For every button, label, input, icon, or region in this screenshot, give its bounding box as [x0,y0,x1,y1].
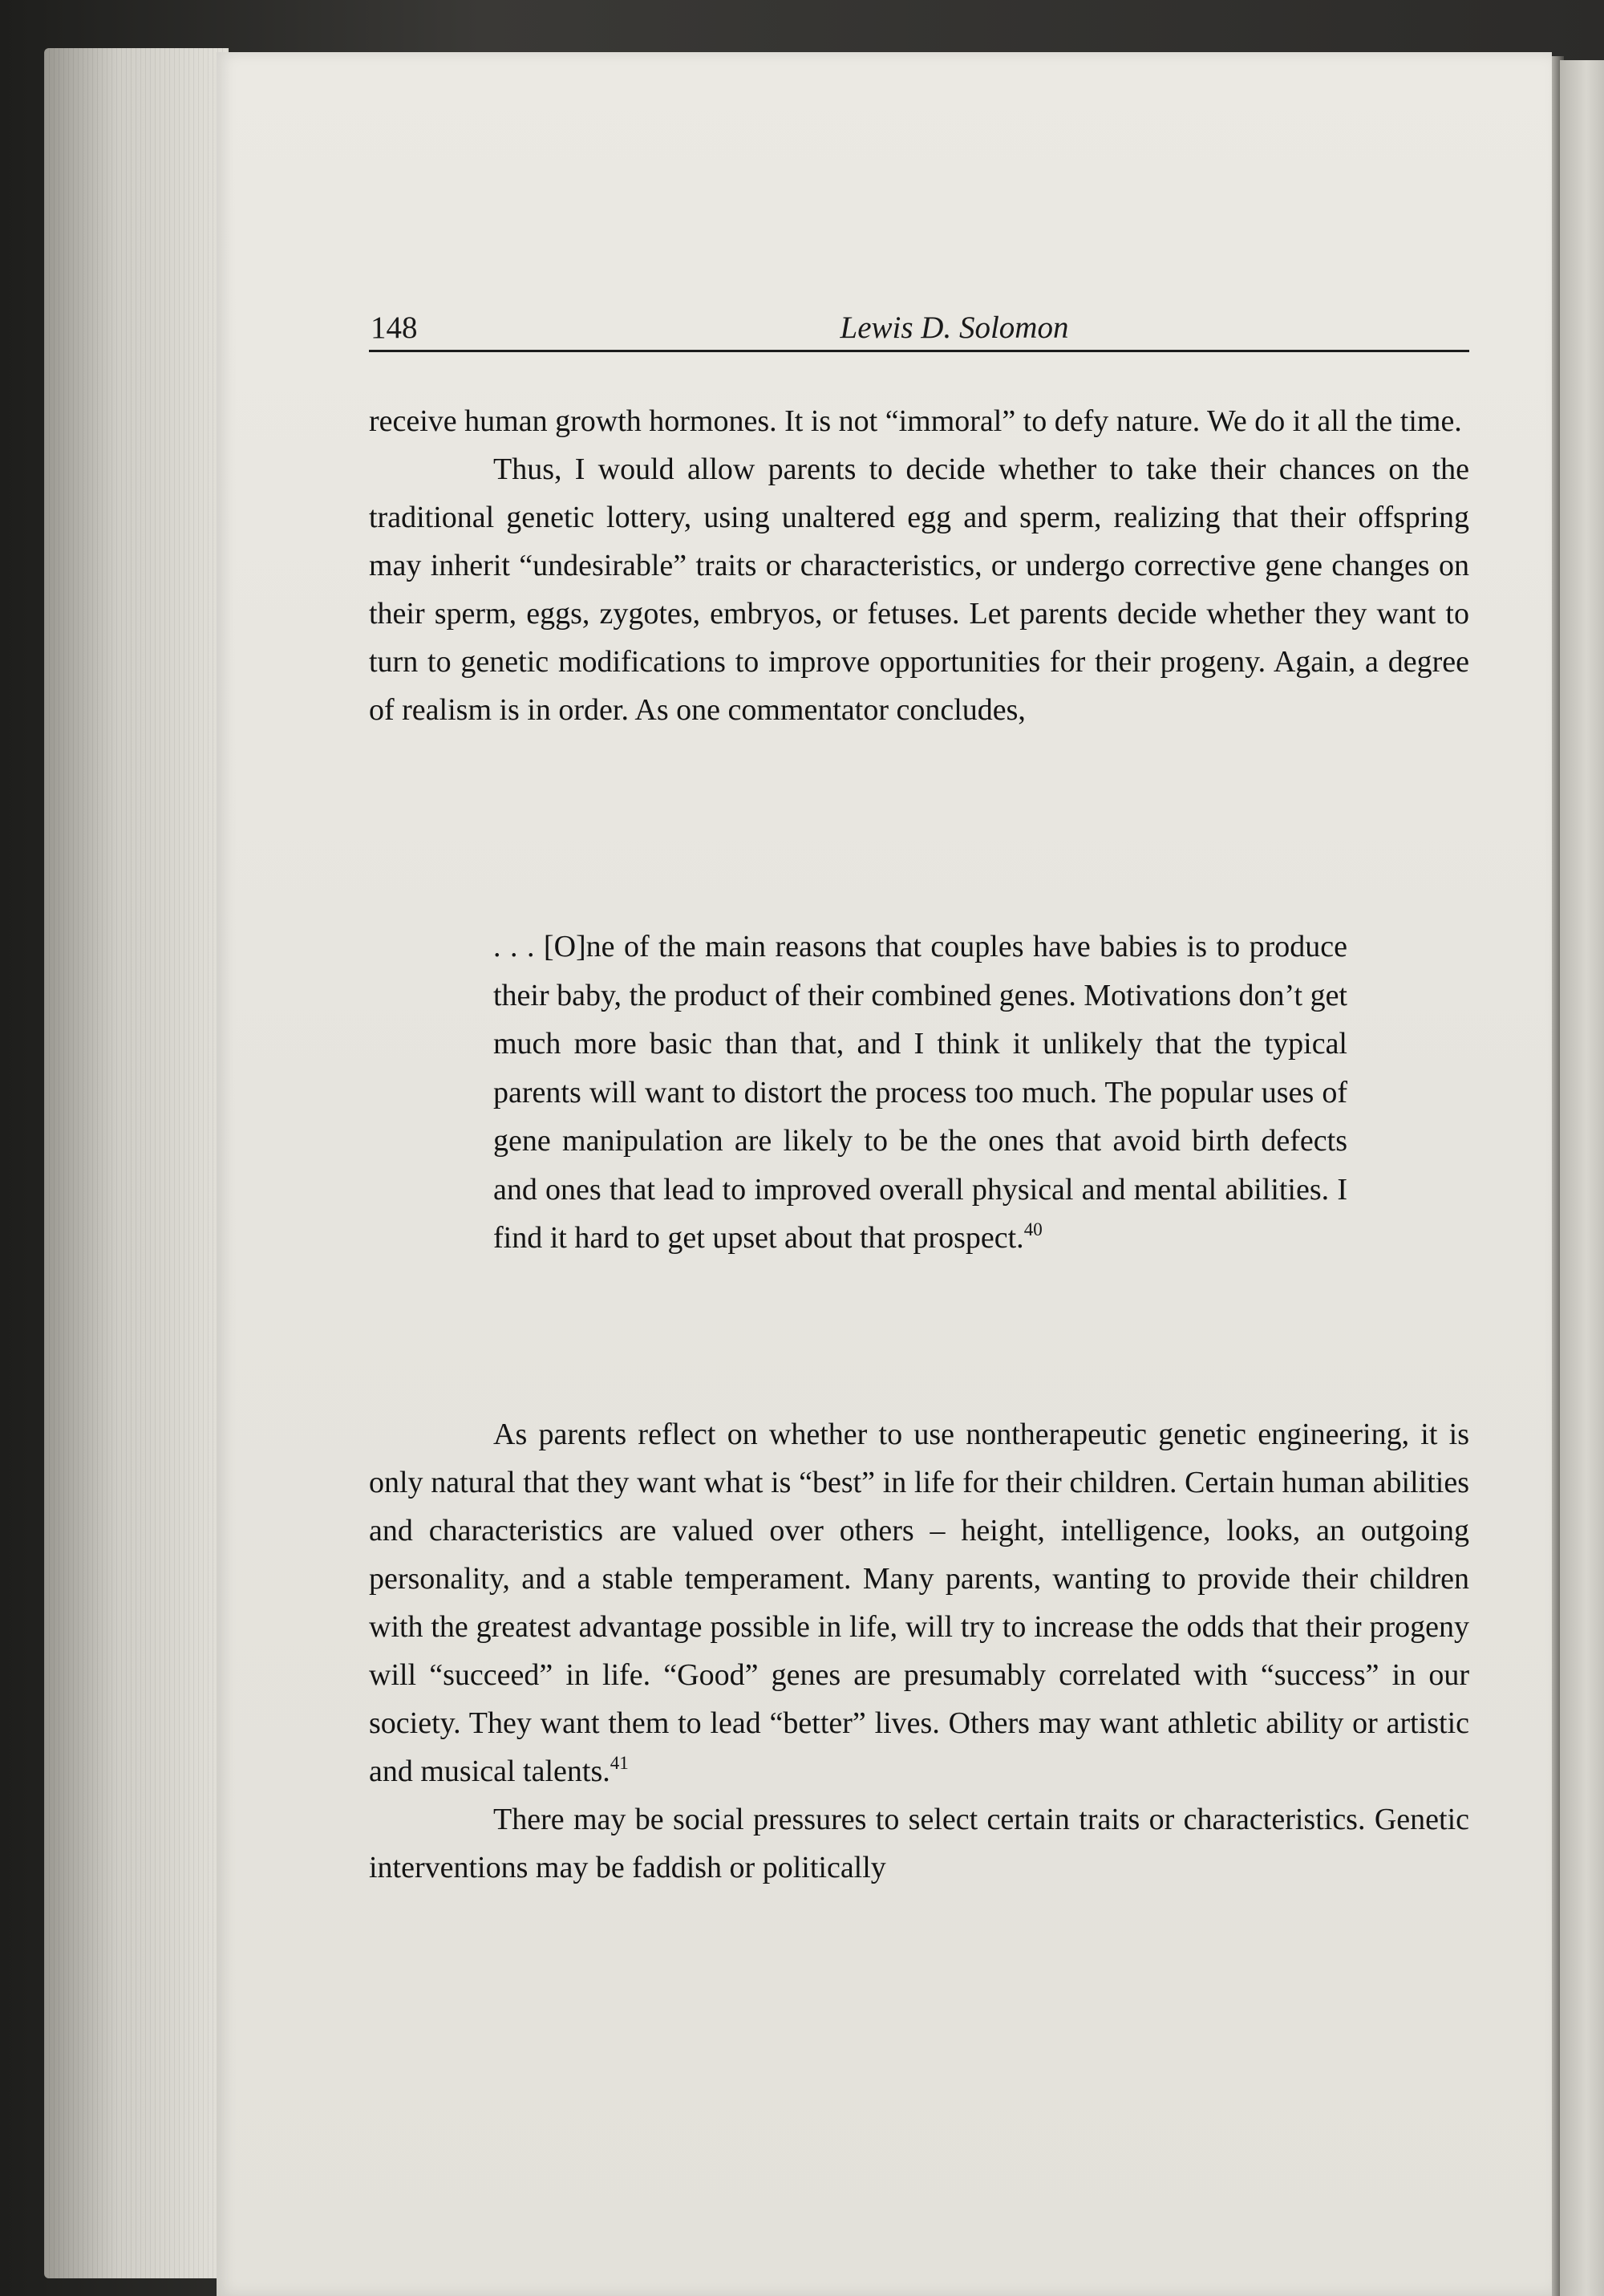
paragraph-continued: receive human growth hormones. It is not “immoral” to defy nature. We do it all the time. [369,404,1462,438]
paragraph-parents-reflect [369,1410,1469,1795]
block-quote [493,923,1347,1263]
body-text-bottom [369,1410,1469,1892]
paragraph-social-pressures: There may be social pressures to select certain traits or characteristics. Genetic interventions may be faddish or politically [369,1803,1469,1884]
running-header-author: Lewis D. Solomon [840,310,1069,345]
footnote-ref-41: 41 [610,1753,629,1773]
page-number: 148 [371,310,418,345]
facing-page-edge [1560,60,1604,2296]
block-quote-body: . . . [O]ne of the main reasons that couples have babies is to produce their baby, the product of their combined genes. Motivations don’t get much more basic than that, and I think it unlikely that the typical parents will want to distort the process too much. The popular uses of gene manipulation are likely to be the ones that avoid birth defects and ones that lead to improved overall physical and mental abilities. I find it hard to get upset about that prospect. [493,930,1347,1255]
paragraph-genetic-lottery: Thus, I would allow parents to decide whether to take their chances on the traditional genetic lottery, using unaltered egg and sperm, realizing that their offspring may inherit “undesirable” traits or characteristics, or undergo corrective gene changes on their sperm, eggs, zygotes, embryos, or fetuses. Let parents decide whether they want to turn to genetic modifications to improve opportunities for their progeny. Again, a degree of realism is in order. As one commentator concludes, [369,452,1469,727]
paragraph-parents-reflect-text: As parents reflect on whether to use nontherapeutic genetic engineering, it is only natural that they want what is “best” in life for their children. Certain human abilities and characteristics are valued over others – height, intelligence, looks, an outgoing personality, and a stable temperament. Many parents, wanting to provide their children with the greatest advantage possible in life, will try to increase the odds that their progeny will “succeed” in life. “Good” genes are presumably correlated with “success” in our society. They want them to lead “better” lives. Others may want athletic ability or artistic and musical talents. [369,1418,1469,1788]
footnote-ref-40: 40 [1023,1219,1043,1239]
block-quote-text [493,923,1347,1263]
book-page-edge-lines [44,48,229,2278]
running-header [369,309,1468,354]
body-text-top [369,397,1469,734]
header-rule [369,350,1469,352]
